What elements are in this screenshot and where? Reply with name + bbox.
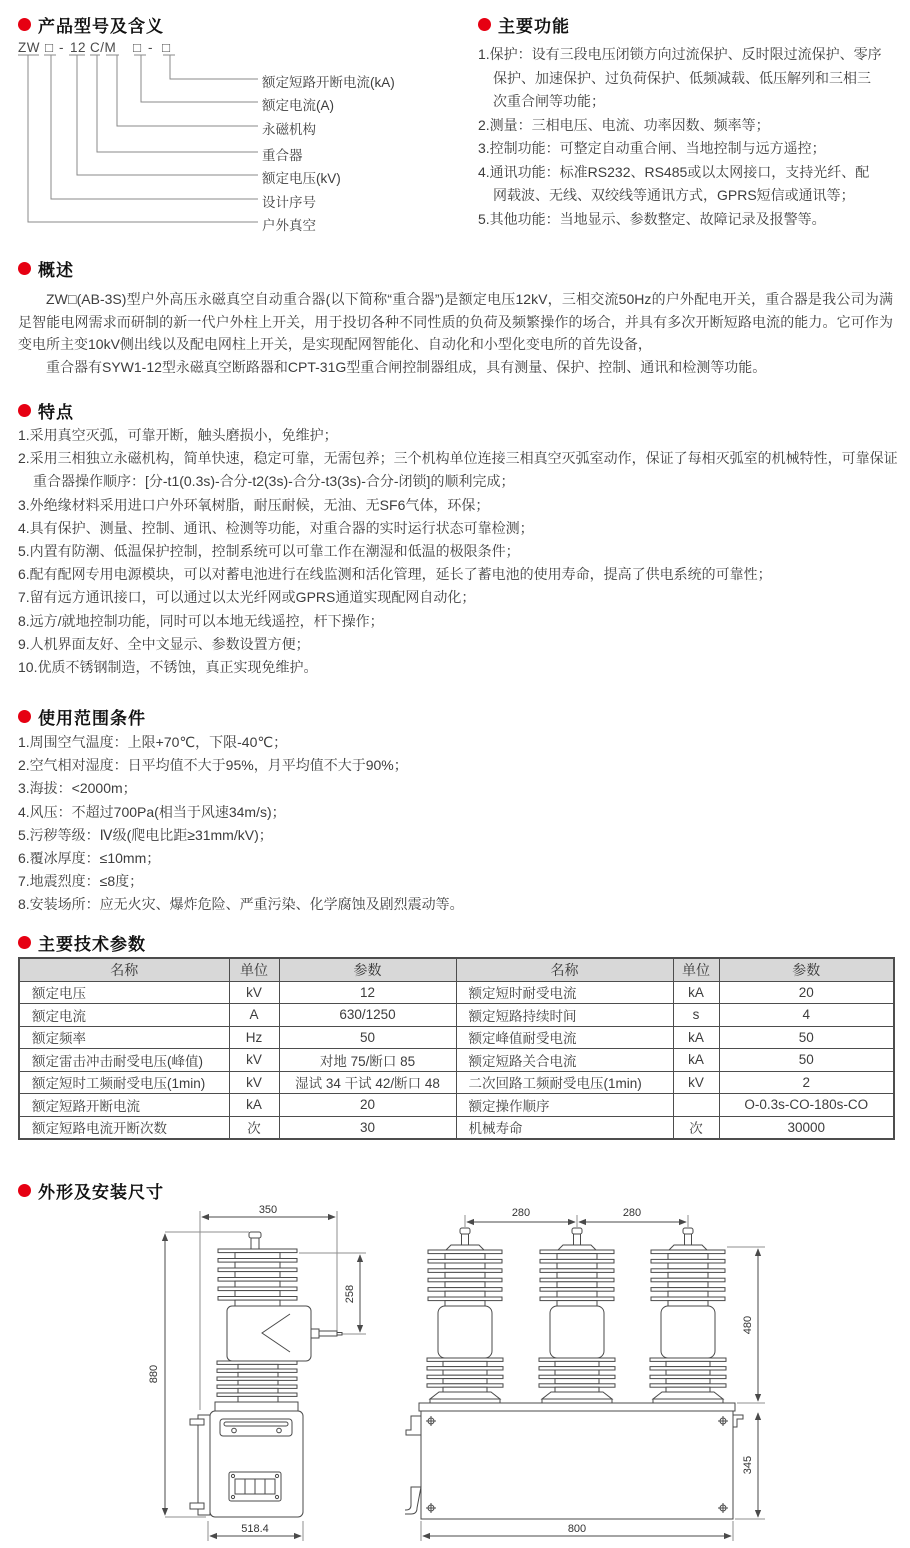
condition-item: 6.覆冰厚度：≤10mm； xyxy=(18,850,161,867)
param-value-cell: 630/1250 xyxy=(279,1004,456,1027)
header-name-cell: 名称 xyxy=(19,958,229,981)
red-bullet-icon xyxy=(18,936,31,949)
param-value-cell: 4 xyxy=(719,1004,894,1027)
model-part: ZW xyxy=(18,40,40,55)
red-bullet-icon xyxy=(18,1184,31,1197)
param-unit-cell: 次 xyxy=(229,1116,279,1139)
condition-item: 7.地震烈度：≤8度； xyxy=(18,873,144,890)
model-label: 额定短路开断电流(kA) xyxy=(262,75,395,90)
section-title-conditions xyxy=(18,704,146,729)
table-row xyxy=(19,1049,894,1072)
param-value-cell: 50 xyxy=(719,1026,894,1049)
param-unit-cell: kV xyxy=(673,1071,719,1094)
model-part-box: □ xyxy=(45,40,54,55)
header-unit-cell: 单位 xyxy=(673,958,719,981)
param-name-cell: 额定短路电流开断次数 xyxy=(19,1116,229,1139)
param-unit-cell: kV xyxy=(229,1071,279,1094)
model-label: 户外真空 xyxy=(262,218,316,233)
section-title-dimensions xyxy=(18,1178,164,1203)
model-designation-diagram xyxy=(18,40,458,240)
section-title-text: 产品型号及含义 xyxy=(38,17,164,36)
dim-label-880: 880 xyxy=(148,1364,160,1384)
param-name-cell: 额定短路开断电流 xyxy=(19,1094,229,1117)
feature-item: 6.配有配网专用电源模块，可以对蓄电池进行在线监测和活化管理，延长了蓄电池的使用寿命，提高了供电系统的可靠性； xyxy=(18,566,772,583)
param-name-cell: 额定短时耐受电流 xyxy=(456,981,673,1004)
param-unit-cell: kA xyxy=(673,1049,719,1072)
condition-item: 3.海拔：<2000m； xyxy=(18,780,137,797)
dim-label-800: 800 xyxy=(567,1523,587,1535)
side-view-drawing xyxy=(140,1203,380,1545)
param-name-cell: 额定操作顺序 xyxy=(456,1094,673,1117)
param-unit-cell: s xyxy=(673,1004,719,1027)
param-value-cell: 50 xyxy=(719,1049,894,1072)
param-unit-cell: kV xyxy=(229,1049,279,1072)
header-value-cell: 参数 xyxy=(719,958,894,981)
function-item: 2.测量：三相电压、电流、功率因数、频率等； xyxy=(478,116,770,133)
model-label: 额定电流(A) xyxy=(262,98,334,113)
recloser-front-outline xyxy=(405,1228,743,1519)
condition-item: 8.安装场所：应无火灾、爆炸危险、严重污染、化学腐蚀及剧烈震动等。 xyxy=(18,896,464,913)
condition-item: 4.风压：不超过700Pa(相当于风速34m/s)； xyxy=(18,803,286,820)
table-row xyxy=(19,1071,894,1094)
param-name-cell: 二次回路工频耐受电压(1min) xyxy=(456,1071,673,1094)
red-bullet-icon xyxy=(18,710,31,723)
overview-paragraph: 重合器有SYW1-12型永磁真空断路器和CPT-31G型重合闸控制器组成，具有测量、保护、控制、通讯和检测等功能。 xyxy=(46,358,767,375)
section-title-text: 外形及安装尺寸 xyxy=(38,1183,164,1202)
feature-item: 4.具有保护、测量、控制、通讯、检测等功能，对重合器的实时运行状态可靠检测； xyxy=(18,519,534,536)
dim-label-480: 480 xyxy=(742,1315,754,1335)
table-header-row xyxy=(19,958,894,981)
header-name-cell: 名称 xyxy=(456,958,673,981)
feature-item: 2.采用三相独立永磁机构，简单快速，稳定可靠，无需包养；三个机构单位连接三相真空灭弧室动作，保证了每相灭弧室的机械特性，可靠保证重合器操作顺序：[分-t1(0.3s)-合分-t2(3s)-合分-t3(3s)-合分-闭锁]的顺利完成； xyxy=(18,450,898,490)
model-part-dash: - xyxy=(59,40,64,55)
param-name-cell: 额定电压 xyxy=(19,981,229,1004)
param-unit-cell: kV xyxy=(229,981,279,1004)
param-unit-cell: kA xyxy=(673,1026,719,1049)
section-title-overview xyxy=(18,256,74,281)
param-value-cell: 30 xyxy=(279,1116,456,1139)
feature-item: 8.远方/就地控制功能，同时可以本地无线遥控，杆下操作； xyxy=(18,612,384,629)
red-bullet-icon xyxy=(18,262,31,275)
table-row xyxy=(19,1094,894,1117)
overview-paragraph: ZW□(AB-3S)型户外高压永磁真空自动重合器(以下简称“重合器”)是额定电压12kV，三相交流50Hz的户外配电开关，重合器是我公司为满足智能电网需求而研制的新一代户外柱上开关，用于投切各种不同性质的负荷及频繁操作的场合，并具有多次开断短路电流的能力。它可作为变电所主变10kV侧出线以及配电网柱上开关，是实现配网智能化、自动化和小型化变电所的首先设备， xyxy=(18,291,893,353)
param-name-cell: 额定频率 xyxy=(19,1026,229,1049)
model-label: 重合器 xyxy=(262,148,303,163)
condition-item: 1.周围空气温度：上限+70℃，下限-40℃； xyxy=(18,734,288,750)
section-title-text: 使用范围条件 xyxy=(38,709,146,728)
param-name-cell: 额定短路持续时间 xyxy=(456,1004,673,1027)
model-part-box: □ xyxy=(162,40,171,55)
feature-item: 1.采用真空灭弧，可靠开断，触头磨损小，免维护； xyxy=(18,427,338,443)
feature-item: 3.外绝缘材料采用进口户外环氧树脂，耐压耐候，无油、无SF6气体，环保； xyxy=(18,496,490,513)
parameters-table xyxy=(18,957,895,1140)
table-row xyxy=(19,981,894,1004)
param-name-cell: 额定短时工频耐受电压(1min) xyxy=(19,1071,229,1094)
section-title-model xyxy=(18,12,164,37)
section-title-text: 主要技术参数 xyxy=(38,935,146,954)
param-value-cell: O-0.3s-CO-180s-CO xyxy=(719,1094,894,1117)
function-item: 4.通讯功能：标准RS232、RS485或以太网接口，支持光纤、配网载波、无线、双绞线等通讯方式，GPRS短信或通讯等； xyxy=(478,163,870,203)
overview-text xyxy=(18,288,893,378)
param-unit-cell: kA xyxy=(229,1094,279,1117)
param-name-cell: 机械寿命 xyxy=(456,1116,673,1139)
model-part: C/M xyxy=(90,40,117,55)
model-label: 额定电压(kV) xyxy=(262,171,341,186)
table-row xyxy=(19,1004,894,1027)
param-name-cell: 额定雷击冲击耐受电压(峰值) xyxy=(19,1049,229,1072)
model-diagram-lines xyxy=(18,40,458,240)
param-value-cell: 20 xyxy=(719,981,894,1004)
model-part: 12 xyxy=(70,40,87,55)
param-unit-cell: Hz xyxy=(229,1026,279,1049)
param-value-cell: 湿试 34 干试 42/断口 48 xyxy=(279,1071,456,1094)
red-bullet-icon xyxy=(18,18,31,31)
condition-item: 5.污秽等级：Ⅳ级(爬电比距≥31mm/kV)； xyxy=(18,826,273,843)
recloser-side-outline xyxy=(190,1232,342,1517)
section-title-text: 概述 xyxy=(38,261,74,280)
param-name-cell: 额定峰值耐受电流 xyxy=(456,1026,673,1049)
function-item: 3.控制功能：可整定自动重合闸、当地控制与远方遥控； xyxy=(478,140,826,156)
section-title-features xyxy=(18,398,74,423)
feature-item: 10.优质不锈钢制造，不锈蚀，真正实现免维护。 xyxy=(18,659,318,676)
param-unit-cell: 次 xyxy=(673,1116,719,1139)
features-list xyxy=(18,424,906,679)
feature-item: 7.留有远方通讯接口，可以通过以太光纤网或GPRS通道实现配网自动化； xyxy=(18,589,476,606)
front-view-drawing xyxy=(405,1203,780,1545)
dim-label-258: 258 xyxy=(344,1284,356,1304)
param-value-cell: 2 xyxy=(719,1071,894,1094)
model-part-box: □ xyxy=(133,40,142,55)
model-label: 永磁机构 xyxy=(262,122,316,137)
feature-item: 9.人机界面友好、全中文显示、参数设置方便； xyxy=(18,635,310,652)
param-name-cell: 额定短路关合电流 xyxy=(456,1049,673,1072)
model-label: 设计序号 xyxy=(262,195,316,210)
header-unit-cell: 单位 xyxy=(229,958,279,981)
param-name-cell: 额定电流 xyxy=(19,1004,229,1027)
param-unit-cell: kA xyxy=(673,981,719,1004)
param-value-cell: 30000 xyxy=(719,1116,894,1139)
dim-label-280-left: 280 xyxy=(511,1207,531,1219)
dim-label-518: 518.4 xyxy=(241,1523,269,1535)
table-row xyxy=(19,1116,894,1139)
dim-label-345: 345 xyxy=(742,1455,754,1475)
param-value-cell: 20 xyxy=(279,1094,456,1117)
param-unit-cell: A xyxy=(229,1004,279,1027)
param-value-cell: 对地 75/断口 85 xyxy=(279,1049,456,1072)
header-value-cell: 参数 xyxy=(279,958,456,981)
condition-item: 2.空气相对湿度：日平均值不大于95%，月平均值不大于90%； xyxy=(18,757,408,774)
section-title-text: 主要功能 xyxy=(498,17,570,36)
param-value-cell: 12 xyxy=(279,981,456,1004)
function-item: 5.其他功能：当地显示、参数整定、故障记录及报警等。 xyxy=(478,210,826,227)
feature-item: 5.内置有防潮、低温保护控制，控制系统可以可靠工作在潮湿和低温的极限条件； xyxy=(18,543,520,560)
dim-label-280-right: 280 xyxy=(622,1207,642,1219)
section-functions xyxy=(478,12,882,231)
param-value-cell: 50 xyxy=(279,1026,456,1049)
red-bullet-icon xyxy=(18,404,31,417)
table-row xyxy=(19,1026,894,1049)
red-bullet-icon xyxy=(478,18,491,31)
section-title-functions xyxy=(478,12,882,37)
section-title-text: 特点 xyxy=(38,403,74,422)
param-unit-cell xyxy=(673,1094,719,1117)
model-part-dash: - xyxy=(148,40,153,55)
function-item: 1.保护：设有三段电压闭锁方向过流保护、反时限过流保护、零序保护、加速保护、过负荷保护、低频减载、低压解列和三相三次重合闸等功能； xyxy=(478,46,882,109)
conditions-list xyxy=(18,731,906,917)
section-title-parameters xyxy=(18,930,146,955)
dim-label-350: 350 xyxy=(258,1204,278,1216)
